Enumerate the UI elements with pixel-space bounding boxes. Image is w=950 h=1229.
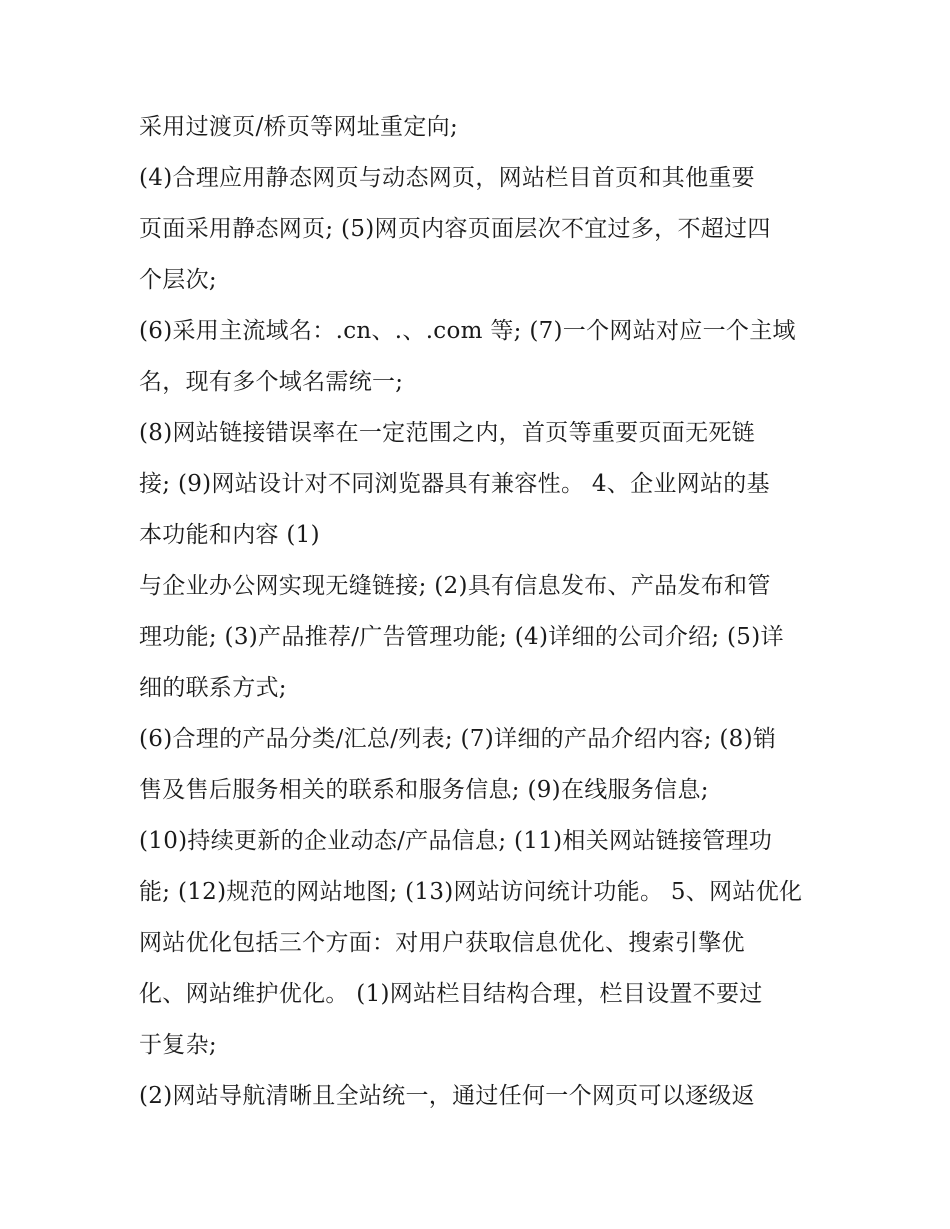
text-line: 本功能和内容 (1)	[139, 522, 320, 548]
text-line: (4)合理应用静态网页与动态网页，网站栏目首页和其他重要	[139, 165, 755, 191]
text-line: 化、网站维护优化。 (1)网站栏目结构合理，栏目设置不要过	[139, 981, 763, 1007]
text-line: 个层次;	[139, 267, 217, 293]
text-line: 理功能; (3)产品推荐/广告管理功能; (4)详细的公司介绍; (5)详	[139, 624, 784, 650]
text-line: 名，现有多个域名需统一;	[139, 369, 404, 395]
text-line: 与企业办公网实现无缝链接; (2)具有信息发布、产品发布和管	[139, 573, 771, 599]
text-line: (10)持续更新的企业动态/产品信息; (11)相关网站链接管理功	[139, 828, 773, 854]
text-line: 售及售后服务相关的联系和服务信息; (9)在线服务信息;	[139, 777, 709, 803]
text-line: 页面采用静态网页; (5)网页内容页面层次不宜过多，不超过四	[139, 216, 771, 242]
text-line: (6)合理的产品分类/汇总/列表; (7)详细的产品介绍内容; (8)销	[139, 726, 777, 752]
text-line: 网站优化包括三个方面：对用户获取信息优化、搜索引擎优	[139, 930, 745, 956]
text-line: (8)网站链接错误率在一定范围之内，首页等重要页面无死链	[139, 420, 755, 446]
text-line: 于复杂;	[139, 1032, 217, 1058]
text-line: 细的联系方式;	[139, 675, 287, 701]
text-line: 能; (12)规范的网站地图; (13)网站访问统计功能。 5、网站优化	[139, 879, 803, 905]
text-line: (6)采用主流域名：.cn、.、.com 等; (7)一个网站对应一个主域	[139, 318, 796, 344]
document-body	[139, 102, 819, 1122]
text-line: (2)网站导航清晰且全站统一，通过任何一个网页可以逐级返	[139, 1083, 755, 1109]
text-line: 采用过渡页/桥页等网址重定向;	[139, 114, 458, 140]
text-line: 接; (9)网站设计对不同浏览器具有兼容性。 4、企业网站的基	[139, 471, 770, 497]
